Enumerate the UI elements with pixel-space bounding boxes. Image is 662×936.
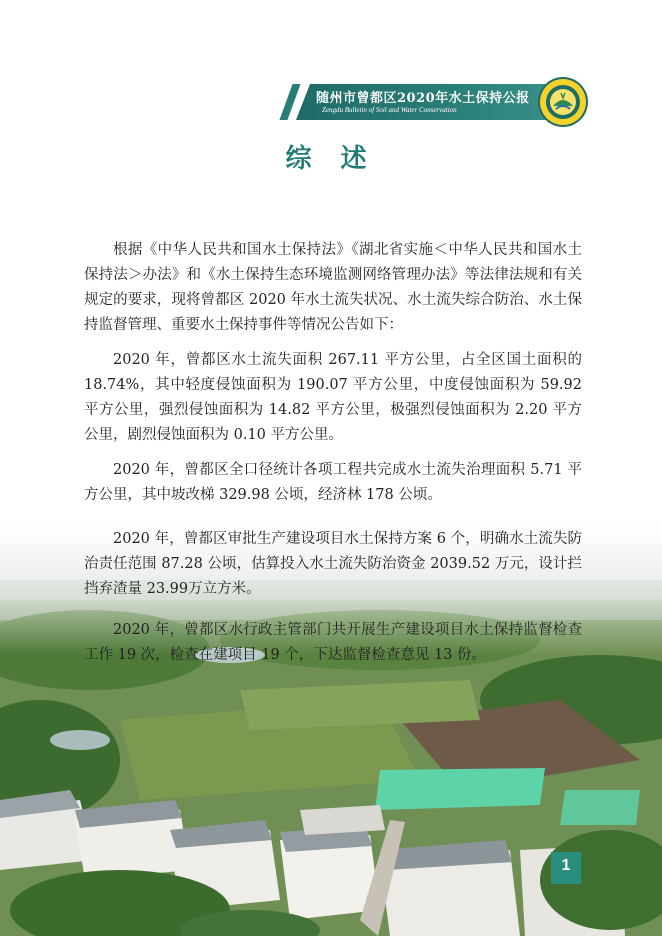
soil-conservation-logo-icon — [540, 79, 586, 125]
paragraph-supervision: 2020 年，曾都区水行政主管部门共开展生产建设项目水土保持监督检查工作 19 次，检查在建项目 19 个，下达监督检查意见 13 份。 — [84, 621, 582, 663]
paragraph-erosion-area: 2020 年，曾都区水土流失面积 267.11 平方公里，占全区国土面积的 18.74%，其中轻度侵蚀面积为 190.07 平方公里，中度侵蚀面积为 59.92 平方公里，强烈侵蚀面积为 14.82 平方公里，极强烈侵蚀面积为 2.20 平方公里，剧烈侵蚀面积为 0.10 平方公里。 — [84, 351, 582, 443]
section-title: 综 述 — [285, 144, 377, 174]
bulletin-subtitle: Zengdu Bulletin of Soil and Water Conservation — [322, 106, 457, 114]
paragraph-approvals: 2020 年，曾都区审批生产建设项目水土保持方案 6 个，明确水土流失防治责任范围 87.28 公顷，估算投入水土流失防治资金 2039.52 万元，设计拦挡弃渣量 23.99万立方米。 — [84, 530, 582, 597]
paragraph-treatment: 2020 年，曾都区全口径统计各项工程共完成水土流失治理面积 5.71 平方公里，其中坡改梯 329.98 公顷，经济林 178 公顷。 — [84, 461, 582, 503]
bulletin-title: 随州市曾都区2020年水土保持公报 — [316, 91, 530, 106]
paragraph-intro: 根据《中华人民共和国水土保持法》《湖北省实施＜中华人民共和国水土保持法＞办法》和《水土保持生态环境监测网络管理办法》等法律法规和有关规定的要求，现将曾都区 2020 年水土流失状况、水土流失综合防治、水土保持监督管理、重要水土保持事件等情况公告如下： — [84, 241, 582, 333]
page-number: 1 — [561, 857, 571, 874]
